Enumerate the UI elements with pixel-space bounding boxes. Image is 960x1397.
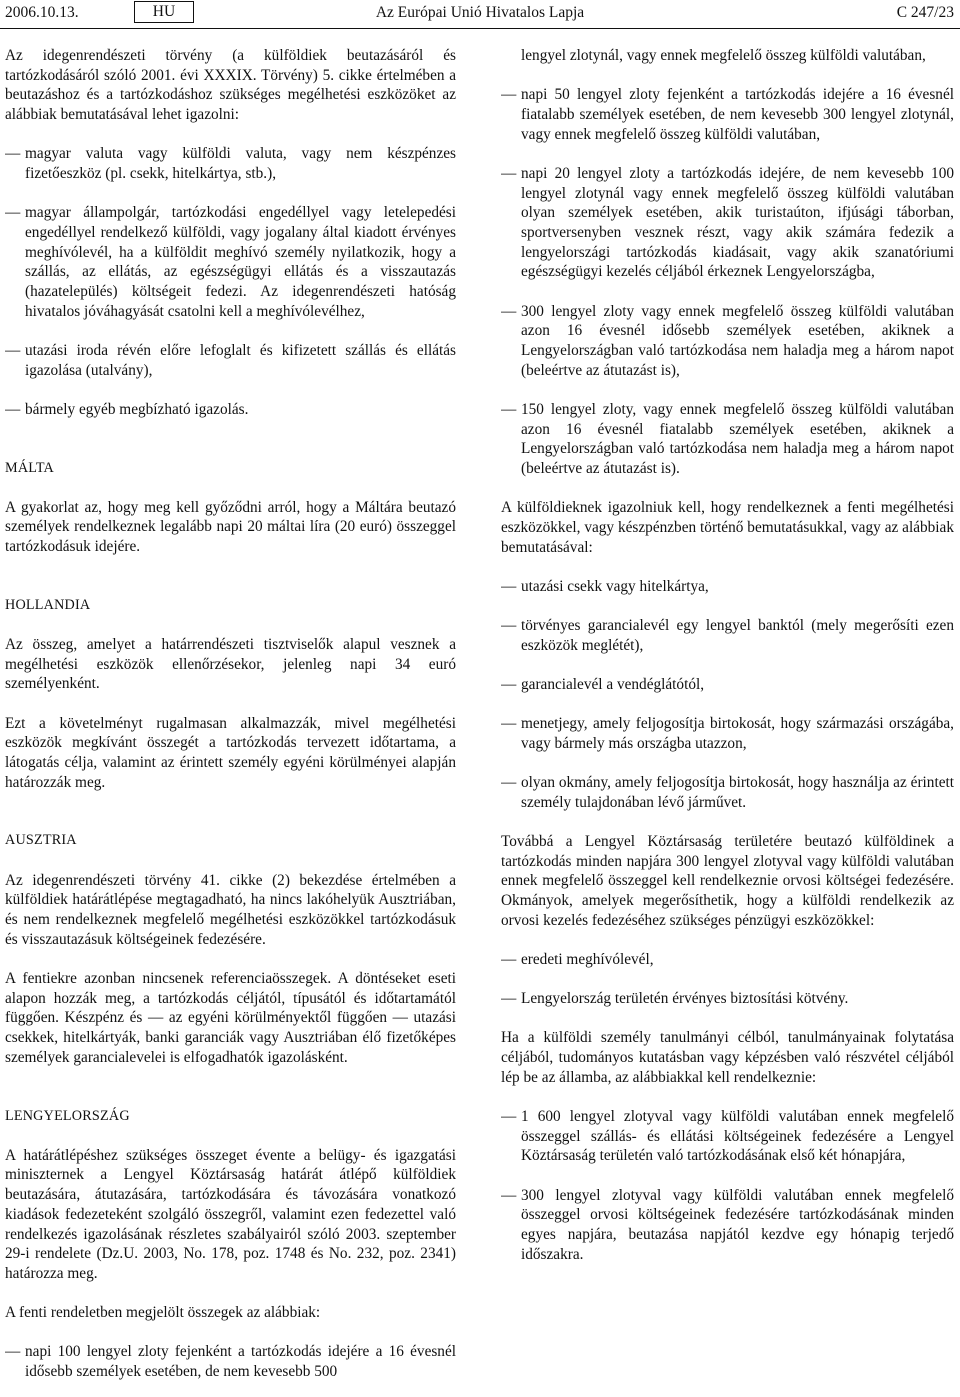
dash-list-item: [501, 616, 954, 655]
dash-bullet: —: [501, 400, 517, 418]
journal-title: Az Európai Unió Hivatalos Lapja: [375, 4, 585, 21]
dash-bullet: —: [501, 1186, 517, 1204]
page-number: C 247/23: [896, 4, 954, 21]
dash-list-item: [501, 950, 954, 970]
body-paragraph: A fenti rendeletben megjelölt összegek az alábbiak:: [5, 1304, 321, 1322]
list-item-text: 300 lengyel zlotyval vagy külföldi valutában ennek megfelelő összeggel orvosi költségeinek fedezésére tartózkodásának minden egyes napjára, beutazása napjától kezdve egy hónapig terjedő időszakra.: [521, 1186, 954, 1263]
dash-list-item: [501, 302, 954, 381]
header-divider: [0, 28, 960, 29]
dash-bullet: —: [501, 1107, 517, 1125]
dash-bullet: —: [501, 164, 517, 182]
dash-bullet: —: [501, 675, 517, 693]
body-paragraph: A külföldieknek igazolniuk kell, hogy rendelkeznek a fenti megélhetési eszközökkel, vagy készpénzben történő bemutatásukkal, vagy az alábbiak bemutatásával:: [501, 499, 954, 556]
list-item-text: menetjegy, amely feljogosítja birtokosát, hogy származási országába, vagy bármely más országba utazzon,: [521, 715, 954, 752]
list-item-text: Lengyelország területén érvényes biztosítási kötvény.: [521, 990, 849, 1008]
body-paragraph: A fentiekre azonban nincsenek referenciaösszegek. A döntéseket eseti alapon hozzák meg, a tartózkodás céljától, típusától és időtartamától függően. Készpénz és — az egyéni körülményektől függően — utazási csekkek, hitelkártyák, banki garanciák vagy Ausztriában élő fizetőképes személyek garancialevelei is elfogadhatók igazolásként.: [5, 970, 456, 1066]
page-header: [0, 0, 960, 26]
list-item-text: eredeti meghívólevél,: [521, 950, 654, 968]
dash-list-item: [501, 577, 954, 597]
list-item-text: magyar állampolgár, tartózkodási engedéllyel vagy letelepedési engedéllyel rendelkező külföldi, vagy jogalany által kiadott érvényes meghívólevél, ha a külföldit meghívó személy nyilatkozik, hogy a szállás, az ellátás, az egészségügyi ellátás és a visszautazás (hazatelepülés) költségeit fedezi. Az idegenrendészeti hatóság hivatalos jóváhagyását csatolni kell a meghívólevélhez,: [25, 204, 456, 320]
list-item-text: napi 50 lengyel zloty fejenként a tartózkodás idejére a 16 évesnél fiatalabb személyek esetében, de nem kevesebb 300 lengyel zlotynál, vagy ennek megfelelő összeg külföldi valutában,: [521, 86, 954, 143]
dash-bullet: —: [5, 145, 21, 163]
body-paragraph: Ha a külföldi személy tanulmányi célból, tanulmányainak folytatása céljából, tudományos kutatásban vagy képzésben való részvétel céljából lép be az államba, az alábbiakkal kell rendelkeznie:: [501, 1029, 954, 1086]
issue-date: 2006.10.13.: [5, 4, 79, 21]
dash-bullet: —: [5, 400, 21, 418]
list-item-text: törvényes garancialevél egy lengyel banktól (mely megerősíti ezen eszközök meglétét),: [521, 616, 954, 654]
dash-list-item: [5, 1342, 456, 1381]
list-item-text: 300 lengyel zloty vagy ennek megfelelő összeg külföldi valutában azon 16 évesnél idősebb személyek esetében, akiknek a Lengyelországban való tartózkodása nem haladja meg a három napot (beleértve az átutazást is),: [521, 302, 954, 379]
dash-list-item: [5, 203, 456, 321]
body-paragraph: Az idegenrendészeti törvény (a külföldiek beutazásáról és tartózkodásáról szóló 2001. évi XXXIX. Törvény) 5. cikke értelmében a beutazáshoz és a tartózkodáshoz szükséges megélhetési eszközöket az alábbiak bemutatásával lehet igazolni:: [5, 47, 456, 124]
list-item-text: 1 600 lengyel zlotyval vagy külföldi valutában ennek megfelelő összeggel szállás- és ellátási költségeinek fedezésére a Lengyel Köztársaság területén való tartózkodásának első két hónapjára,: [521, 1107, 954, 1165]
dash-bullet: —: [5, 341, 21, 359]
list-item-text: napi 100 lengyel zloty fejenként a tartózkodás idejére a 16 évesnél idősebb személyek esetében, de nem kevesebb 500: [25, 1343, 456, 1381]
list-item-text: utazási csekk vagy hitelkártya,: [521, 577, 709, 595]
body-paragraph: Továbbá a Lengyel Köztársaság területére beutazó külföldinek a tartózkodás minden napjára 300 lengyel zlotyval vagy külföldi valutában ennek megfelelő összeggel kell rendelkeznie orvosi költségei fedezésére. Okmányok, amelyek megerősíthetik, hogy a külföldi rendelkezik az orvosi kezelés fedezéséhez szükséges pénzügyi eszközökkel:: [501, 832, 954, 929]
dash-list-item: [5, 341, 456, 380]
list-item-text: utazási iroda révén előre lefoglalt és kifizetett szállás és ellátás igazolása (utalvány),: [25, 341, 456, 379]
dash-list-item: [5, 400, 456, 420]
dash-list-item: [501, 773, 954, 812]
dash-list-item: [501, 85, 954, 144]
section-heading: LENGYELORSZÁG: [5, 1107, 130, 1124]
dash-bullet: —: [501, 86, 517, 104]
dash-bullet: —: [5, 204, 21, 222]
section-heading: MÁLTA: [5, 459, 54, 476]
dash-list-item: [501, 1186, 954, 1265]
dash-bullet: —: [501, 715, 517, 733]
dash-list-item: [501, 164, 954, 282]
dash-bullet: —: [501, 302, 517, 320]
list-item-text: 150 lengyel zloty, vagy ennek megfelelő összeg külföldi valutában azon 16 évesnél fiatalabb személyek esetében, akiknek a Lengyelországban való tartózkodása nem haladja meg a három napot (beleértve az átutazást is).: [521, 400, 954, 477]
section-heading: HOLLANDIA: [5, 596, 91, 613]
dash-bullet: —: [501, 773, 517, 791]
language-code-box: HU: [134, 1, 194, 23]
dash-list-item: [501, 714, 954, 753]
dash-bullet: —: [5, 1343, 21, 1361]
dash-list-item: [501, 400, 954, 479]
list-item-text: olyan okmány, amely feljogosítja birtokosát, hogy használja az érintett személy tulajdonában lévő járművet.: [521, 773, 954, 811]
dash-list-item: [501, 989, 954, 1009]
list-item-text: bármely egyéb megbízható igazolás.: [25, 400, 249, 418]
dash-list-item: [501, 1107, 954, 1166]
left-column: [5, 46, 456, 1391]
list-item-text: garancialevél a vendéglátótól,: [521, 675, 705, 693]
dash-bullet: —: [501, 577, 517, 595]
list-item-text: magyar valuta vagy külföldi valuta, vagy nem készpénzes fizetőeszköz (pl. csekk, hitelkártya, stb.),: [25, 145, 456, 183]
body-paragraph: Az idegenrendészeti törvény 41. cikke (2) bekezdése értelmében a külföldiek határátlépése megtagadható, ha nincs lakóhelyük Ausztriában, és nem rendelkeznek megfelelő megélhetési eszközökkel tartózkodásuk és visszautazásuk költségeinek fedezésére.: [5, 871, 456, 948]
body-paragraph: Az összeg, amelyet a határrendészeti tisztviselők alapul vesznek a megélhetési eszközök ellenőrzésekor, jelenleg napi 34 euró személyenként.: [5, 636, 456, 693]
dash-list-item: [5, 144, 456, 183]
section-heading: AUSZTRIA: [5, 832, 77, 849]
body-paragraph: lengyel zlotynál, vagy ennek megfelelő összeg külföldi valutában,: [521, 47, 926, 64]
dash-bullet: —: [501, 616, 517, 634]
list-item-text: napi 20 lengyel zloty a tartózkodás idejére, de nem kevesebb 100 lengyel zlotynál vagy ennek megfelelő összeg külföldi valutában olyan személyek esetében, akik turistaúton, ifjúsági táborban, sportversenyben vesznek részt, vagy akik számára fedezik a lengyelországi tartózkodás kiadásait, vagy akik szanatóriumi egészségügyi kezelés céljából érkeznek Lengyelországba,: [521, 164, 954, 281]
body-paragraph: Ezt a követelményt rugalmasan alkalmazzák, mivel megélhetési eszközök megkívánt összegét a tartózkodás tervezett időtartama, a látogatás célja, valamint az érintett személy egyéni körülményei alapján határozzák meg.: [5, 714, 456, 791]
body-paragraph: A határátlépéshez szükséges összeget évente a belügy- és igazgatási miniszternek a Lengyel Köztársaság határát átlépő külföldiek beutazására, átutazására, tartózkodására és távozására vonatkozó kiadások fedezeteként szolgáló összegről, valamint ezen fedezettel való rendelkezés igazolásának részletes szabályairól szóló 2003. szeptember 29-i rendelete (Dz.U. 2003, No. 178, poz. 1748 és No. 232, poz. 2341) határozza meg.: [5, 1146, 456, 1282]
dash-bullet: —: [501, 950, 517, 968]
right-column: [501, 46, 954, 1391]
dash-list-item: [501, 675, 954, 695]
dash-bullet: —: [501, 990, 517, 1008]
body-paragraph: A gyakorlat az, hogy meg kell győződni arról, hogy a Máltára beutazó személyek rendelkeznek legalább napi 20 máltai líra (20 euró) összeggel tartózkodásuk idejére.: [5, 498, 456, 556]
